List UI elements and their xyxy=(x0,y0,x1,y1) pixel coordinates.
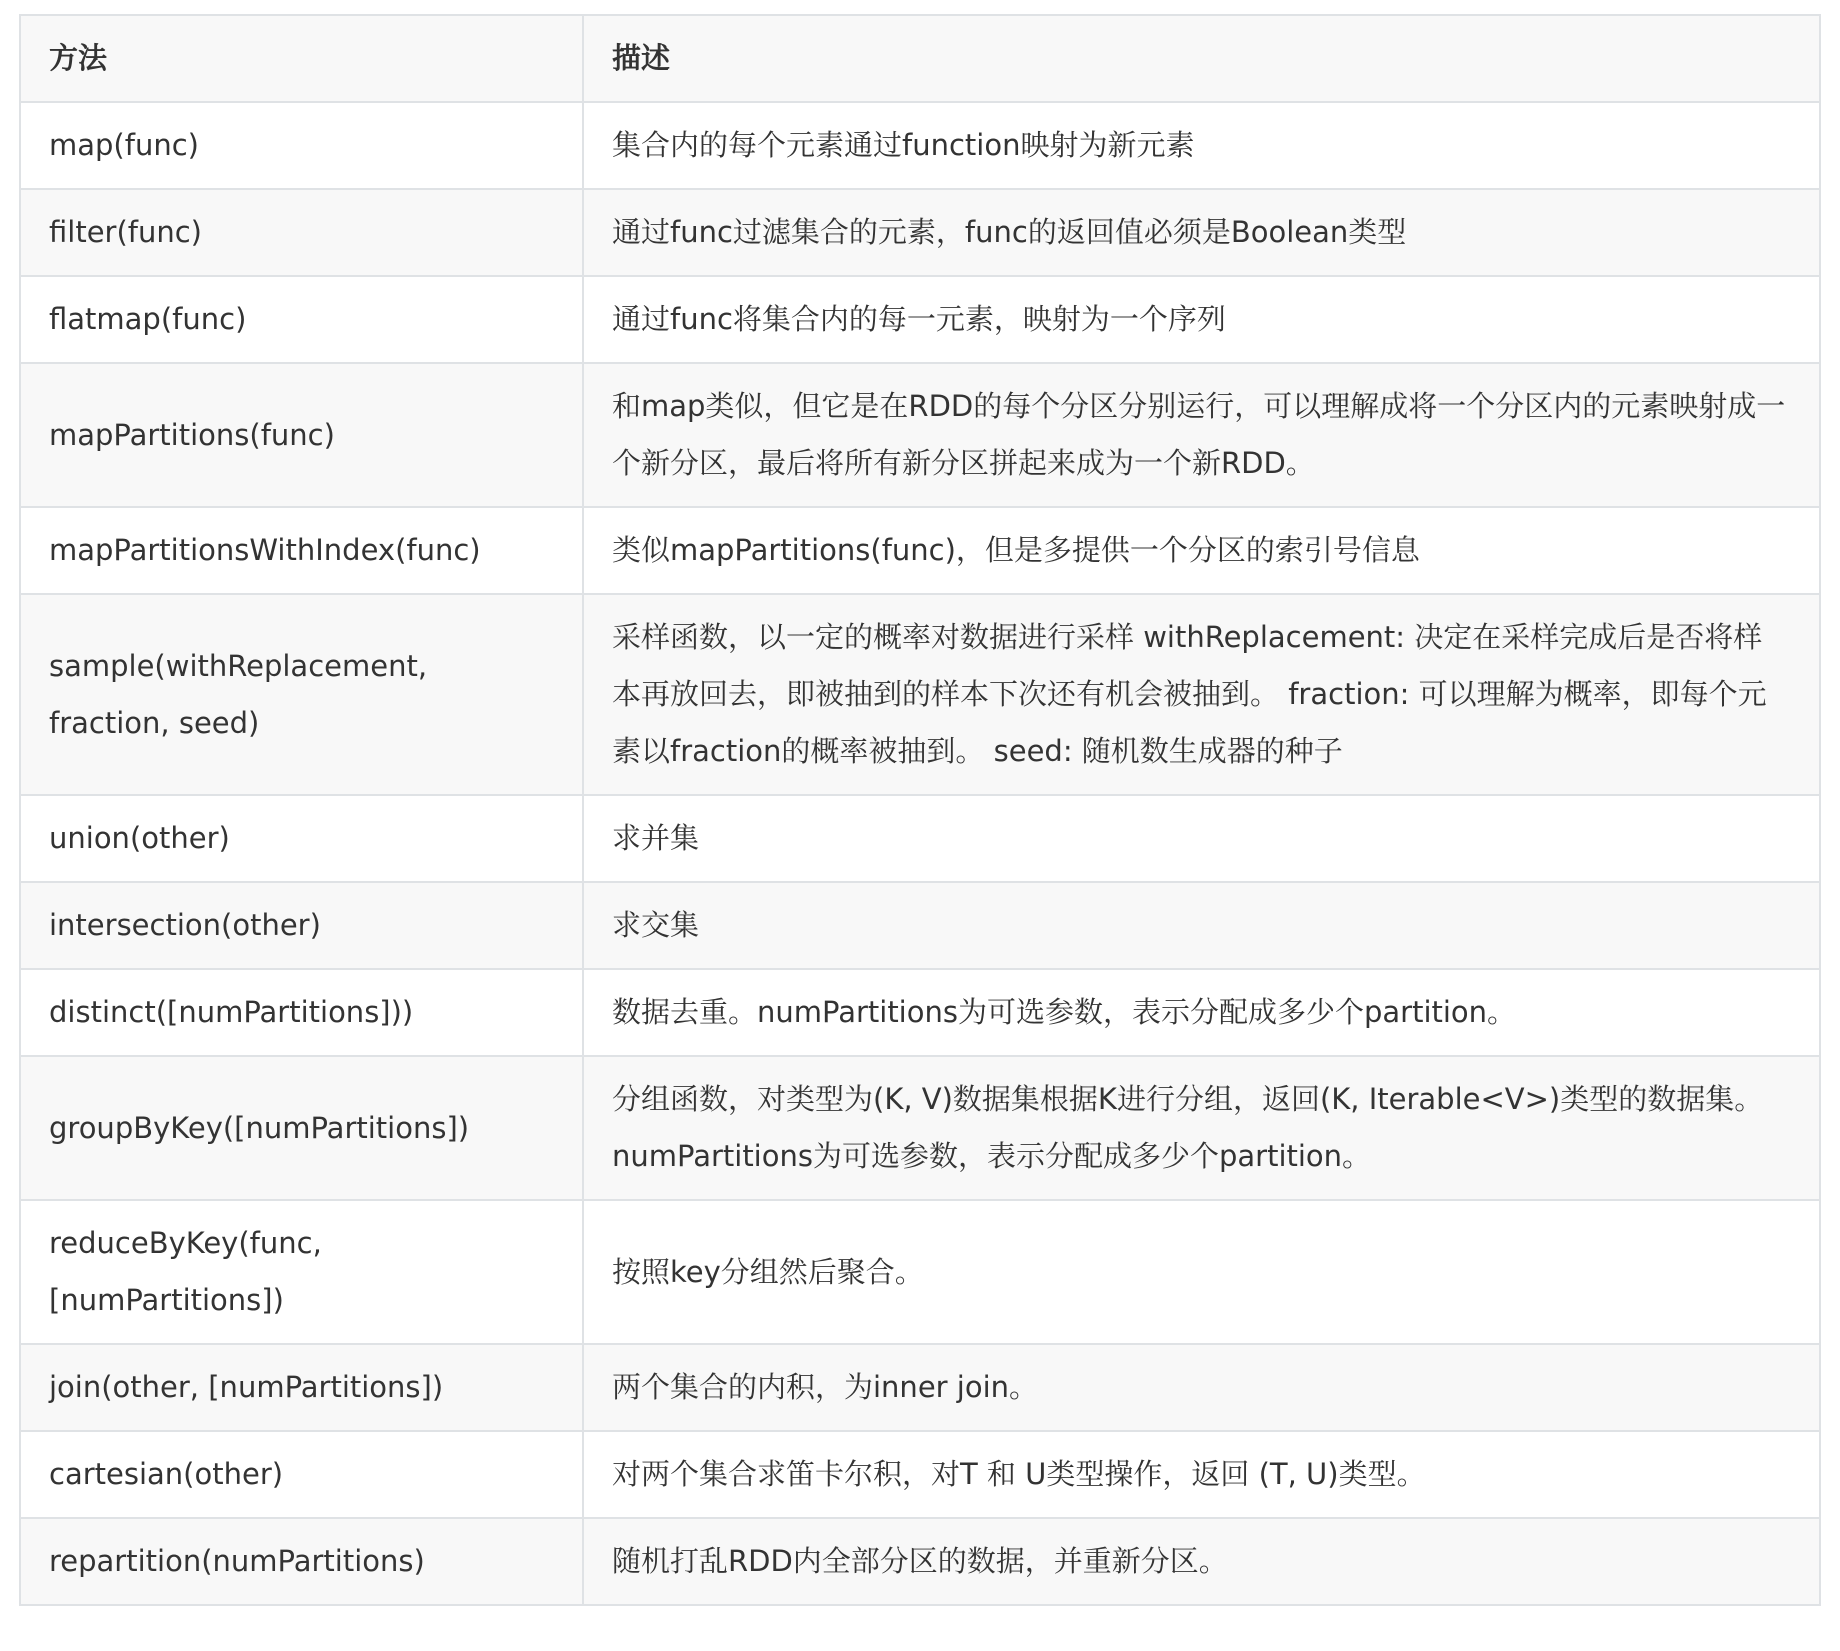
description-cell: 通过func将集合内的每一元素，映射为一个序列 xyxy=(583,276,1820,363)
table-row xyxy=(20,969,1820,1056)
description-cell: 数据去重。numPartitions为可选参数，表示分配成多少个partition。 xyxy=(583,969,1820,1056)
description-cell: 求交集 xyxy=(583,882,1820,969)
description-cell: 随机打乱RDD内全部分区的数据，并重新分区。 xyxy=(583,1518,1820,1605)
description-cell: 求并集 xyxy=(583,795,1820,882)
table-row xyxy=(20,102,1820,189)
method-cell: intersection(other) xyxy=(20,882,583,969)
description-cell: 分组函数，对类型为(K, V)数据集根据K进行分组，返回(K, Iterable<V>)类型的数据集。numPartitions为可选参数，表示分配成多少个partition。 xyxy=(583,1056,1820,1200)
description-cell: 两个集合的内积，为inner join。 xyxy=(583,1344,1820,1431)
header-method: 方法 xyxy=(20,15,583,102)
method-cell: join(other, [numPartitions]) xyxy=(20,1344,583,1431)
table-row xyxy=(20,276,1820,363)
table-row xyxy=(20,1200,1820,1344)
table-row xyxy=(20,1518,1820,1605)
method-cell: repartition(numPartitions) xyxy=(20,1518,583,1605)
table-row xyxy=(20,363,1820,507)
header-description: 描述 xyxy=(583,15,1820,102)
rdd-methods-table xyxy=(19,14,1821,1606)
description-cell: 对两个集合求笛卡尔积，对T 和 U类型操作，返回 (T, U)类型。 xyxy=(583,1431,1820,1518)
method-cell: reduceByKey(func, [numPartitions]) xyxy=(20,1200,583,1344)
description-cell: 集合内的每个元素通过function映射为新元素 xyxy=(583,102,1820,189)
method-cell: cartesian(other) xyxy=(20,1431,583,1518)
method-cell: filter(func) xyxy=(20,189,583,276)
method-cell: distinct([numPartitions])) xyxy=(20,969,583,1056)
method-cell: flatmap(func) xyxy=(20,276,583,363)
table-row xyxy=(20,1431,1820,1518)
description-cell: 采样函数，以一定的概率对数据进行采样 withReplacement: 决定在采样完成后是否将样本再放回去，即被抽到的样本下次还有机会被抽到。 fraction: 可以理解为概率，即每个元素以fraction的概率被抽到。 seed: 随机数生成器的种子 xyxy=(583,594,1820,795)
table-row xyxy=(20,882,1820,969)
method-cell: sample(withReplacement, fraction, seed) xyxy=(20,594,583,795)
table-row xyxy=(20,795,1820,882)
table-row xyxy=(20,1344,1820,1431)
description-cell: 和map类似，但它是在RDD的每个分区分别运行，可以理解成将一个分区内的元素映射成一个新分区，最后将所有新分区拼起来成为一个新RDD。 xyxy=(583,363,1820,507)
method-cell: mapPartitions(func) xyxy=(20,363,583,507)
table-row xyxy=(20,189,1820,276)
table-header-row xyxy=(20,15,1820,102)
method-cell: map(func) xyxy=(20,102,583,189)
description-cell: 类似mapPartitions(func)，但是多提供一个分区的索引号信息 xyxy=(583,507,1820,594)
table-row xyxy=(20,507,1820,594)
table-row xyxy=(20,594,1820,795)
method-cell: mapPartitionsWithIndex(func) xyxy=(20,507,583,594)
description-cell: 按照key分组然后聚合。 xyxy=(583,1200,1820,1344)
method-cell: union(other) xyxy=(20,795,583,882)
table-row xyxy=(20,1056,1820,1200)
method-cell: groupByKey([numPartitions]) xyxy=(20,1056,583,1200)
description-cell: 通过func过滤集合的元素，func的返回值必须是Boolean类型 xyxy=(583,189,1820,276)
